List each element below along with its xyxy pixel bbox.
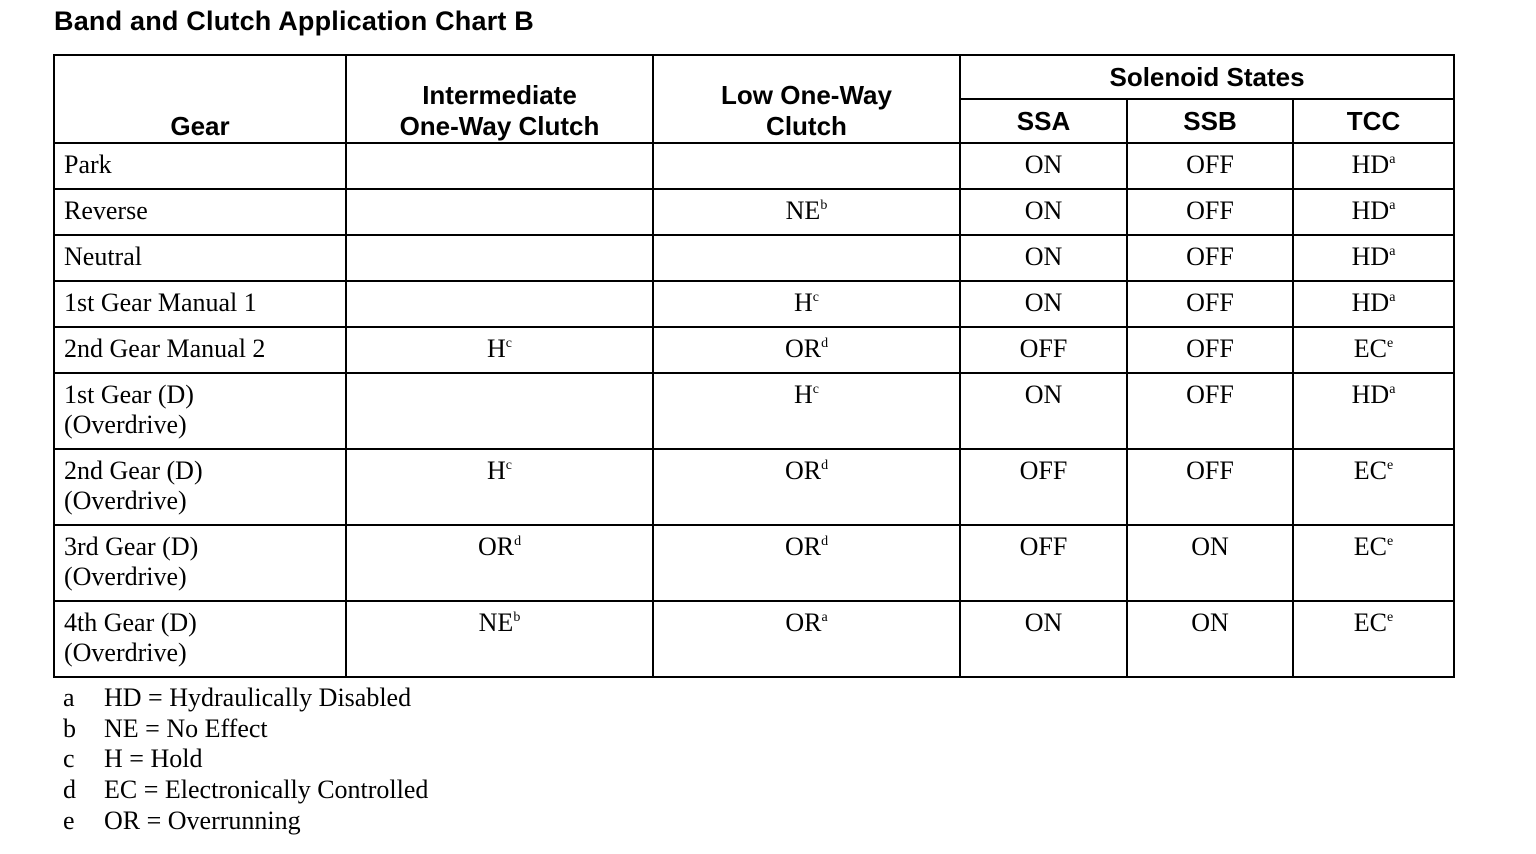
cell-tcc-footnote-ref: a (1389, 382, 1396, 397)
cell-intermediate (346, 235, 653, 281)
cell-low-value: NE (785, 196, 821, 225)
cell-ssb: OFF (1127, 327, 1293, 373)
cell-low (653, 327, 960, 373)
gear-label-line: 2nd Gear (D) (64, 456, 203, 485)
table-row (54, 525, 1454, 601)
header-ssa: SSA (960, 99, 1127, 143)
cell-intermediate (346, 449, 653, 525)
gear-label-line: (Overdrive) (64, 486, 187, 515)
cell-ssa: OFF (960, 525, 1127, 601)
header-low-clutch (653, 55, 960, 143)
footnote-text: H = Hold (104, 744, 203, 774)
cell-gear (54, 601, 346, 677)
cell-gear (54, 449, 346, 525)
cell-ssa: ON (960, 189, 1127, 235)
cell-tcc (1293, 327, 1454, 373)
cell-low (653, 373, 960, 449)
cell-ssa: ON (960, 281, 1127, 327)
cell-tcc (1293, 449, 1454, 525)
cell-tcc-footnote-ref: a (1389, 152, 1396, 167)
cell-gear (54, 373, 346, 449)
header-intermediate-line2: One-Way Clutch (399, 111, 600, 141)
cell-tcc (1293, 143, 1454, 189)
cell-low-footnote-ref: d (821, 336, 829, 351)
header-gear: Gear (54, 55, 346, 143)
header-solenoid-states: Solenoid States (960, 55, 1454, 99)
cell-tcc-footnote-ref: e (1387, 610, 1394, 625)
gear-label-line: 1st Gear (D) (64, 380, 194, 409)
cell-tcc-footnote-ref: a (1389, 198, 1396, 213)
cell-intermediate-value: H (487, 334, 506, 363)
cell-tcc (1293, 281, 1454, 327)
cell-low-footnote-ref: b (820, 198, 828, 213)
application-table (53, 54, 1455, 678)
cell-ssb: ON (1127, 525, 1293, 601)
cell-tcc-footnote-ref: e (1387, 534, 1394, 549)
cell-low (653, 601, 960, 677)
cell-ssa: ON (960, 601, 1127, 677)
gear-label-line: (Overdrive) (64, 638, 187, 667)
cell-low (653, 235, 960, 281)
header-ssb: SSB (1127, 99, 1293, 143)
cell-low-value: OR (785, 608, 822, 637)
cell-tcc (1293, 525, 1454, 601)
cell-tcc-value: EC (1353, 456, 1388, 485)
cell-intermediate-value: NE (478, 608, 514, 637)
gear-label-line: (Overdrive) (64, 410, 187, 439)
cell-intermediate-value: OR (477, 532, 515, 561)
cell-ssa: OFF (960, 327, 1127, 373)
table-row (54, 327, 1454, 373)
gear-label-line: 3rd Gear (D) (64, 532, 199, 561)
cell-tcc-footnote-ref: e (1387, 336, 1394, 351)
gear-label-line: Park (64, 150, 112, 179)
cell-intermediate-footnote-ref: b (513, 610, 521, 625)
cell-tcc-footnote-ref: a (1389, 244, 1396, 259)
gear-label-line: 2nd Gear Manual 2 (64, 334, 266, 363)
footnote-text: OR = Overrunning (104, 805, 301, 835)
table-row (54, 601, 1454, 677)
cell-ssb: OFF (1127, 449, 1293, 525)
footnotes (63, 683, 428, 837)
footnote-item (63, 775, 428, 806)
gear-label-line: (Overdrive) (64, 562, 187, 591)
cell-low-footnote-ref: c (812, 382, 819, 397)
cell-low (653, 449, 960, 525)
footnote-item (63, 714, 428, 745)
cell-tcc-value: EC (1353, 532, 1388, 561)
cell-ssb: OFF (1127, 189, 1293, 235)
cell-ssa: OFF (960, 449, 1127, 525)
cell-low-footnote-ref: c (812, 290, 819, 305)
cell-ssb: OFF (1127, 373, 1293, 449)
cell-tcc-value: HD (1351, 380, 1390, 409)
gear-label-line: Neutral (64, 242, 142, 271)
cell-gear (54, 189, 346, 235)
cell-gear (54, 281, 346, 327)
cell-gear (54, 235, 346, 281)
cell-low-value: OR (784, 334, 822, 363)
cell-tcc-footnote-ref: e (1387, 458, 1394, 473)
cell-tcc (1293, 189, 1454, 235)
cell-low (653, 525, 960, 601)
cell-tcc-value: HD (1351, 150, 1390, 179)
cell-ssa: ON (960, 143, 1127, 189)
cell-ssa: ON (960, 373, 1127, 449)
gear-label-line: 1st Gear Manual 1 (64, 288, 257, 317)
cell-low-footnote-ref: d (821, 534, 829, 549)
table-row (54, 189, 1454, 235)
cell-intermediate (346, 143, 653, 189)
table-row (54, 235, 1454, 281)
footnote-key: d (63, 775, 76, 805)
cell-intermediate-footnote-ref: c (505, 336, 512, 351)
footnote-key: b (63, 713, 76, 743)
chart-title: Band and Clutch Application Chart B (54, 6, 535, 36)
cell-tcc-footnote-ref: a (1389, 290, 1396, 305)
table-row (54, 449, 1454, 525)
gear-label-line: 4th Gear (D) (64, 608, 197, 637)
cell-low-value: OR (784, 456, 822, 485)
cell-low (653, 189, 960, 235)
cell-intermediate (346, 373, 653, 449)
cell-tcc-value: EC (1353, 608, 1388, 637)
cell-intermediate (346, 601, 653, 677)
cell-low-footnote-ref: a (821, 610, 828, 625)
cell-tcc (1293, 601, 1454, 677)
cell-tcc-value: HD (1351, 242, 1390, 271)
cell-low-value: H (794, 288, 813, 317)
header-intermediate-clutch (346, 55, 653, 143)
cell-intermediate (346, 281, 653, 327)
cell-ssb: OFF (1127, 235, 1293, 281)
cell-ssa: ON (960, 235, 1127, 281)
cell-tcc (1293, 373, 1454, 449)
table-row (54, 281, 1454, 327)
header-low-line1: Low One-Way (721, 80, 892, 110)
cell-intermediate-value: H (487, 456, 506, 485)
footnote-text: HD = Hydraulically Disabled (104, 683, 412, 712)
cell-intermediate-footnote-ref: d (514, 534, 522, 549)
cell-gear (54, 327, 346, 373)
cell-gear (54, 143, 346, 189)
cell-low (653, 281, 960, 327)
cell-tcc-value: HD (1351, 196, 1390, 225)
header-tcc: TCC (1293, 99, 1454, 143)
cell-intermediate-footnote-ref: c (505, 458, 512, 473)
header-low-line2: Clutch (766, 111, 847, 141)
header-intermediate-line1: Intermediate (422, 80, 577, 110)
cell-intermediate (346, 189, 653, 235)
table-body (54, 143, 1454, 677)
cell-ssb: OFF (1127, 281, 1293, 327)
footnote-item (63, 683, 428, 714)
table-row (54, 373, 1454, 449)
footnote-text: EC = Electronically Controlled (104, 775, 429, 805)
cell-low-footnote-ref: d (821, 458, 829, 473)
footnote-key: a (63, 683, 75, 712)
footnote-item (63, 806, 428, 837)
cell-tcc-value: EC (1353, 334, 1388, 363)
gear-label-line: Reverse (64, 196, 148, 225)
cell-ssb: ON (1127, 601, 1293, 677)
cell-low (653, 143, 960, 189)
cell-ssb: OFF (1127, 143, 1293, 189)
footnote-key: e (63, 805, 75, 835)
cell-low-value: H (794, 380, 813, 409)
table-row (54, 143, 1454, 189)
cell-tcc-value: HD (1351, 288, 1390, 317)
footnote-item (63, 744, 428, 775)
cell-low-value: OR (784, 532, 822, 561)
cell-gear (54, 525, 346, 601)
footnote-key: c (63, 744, 75, 774)
footnote-text: NE = No Effect (104, 713, 268, 743)
cell-intermediate (346, 327, 653, 373)
cell-intermediate (346, 525, 653, 601)
cell-tcc (1293, 235, 1454, 281)
